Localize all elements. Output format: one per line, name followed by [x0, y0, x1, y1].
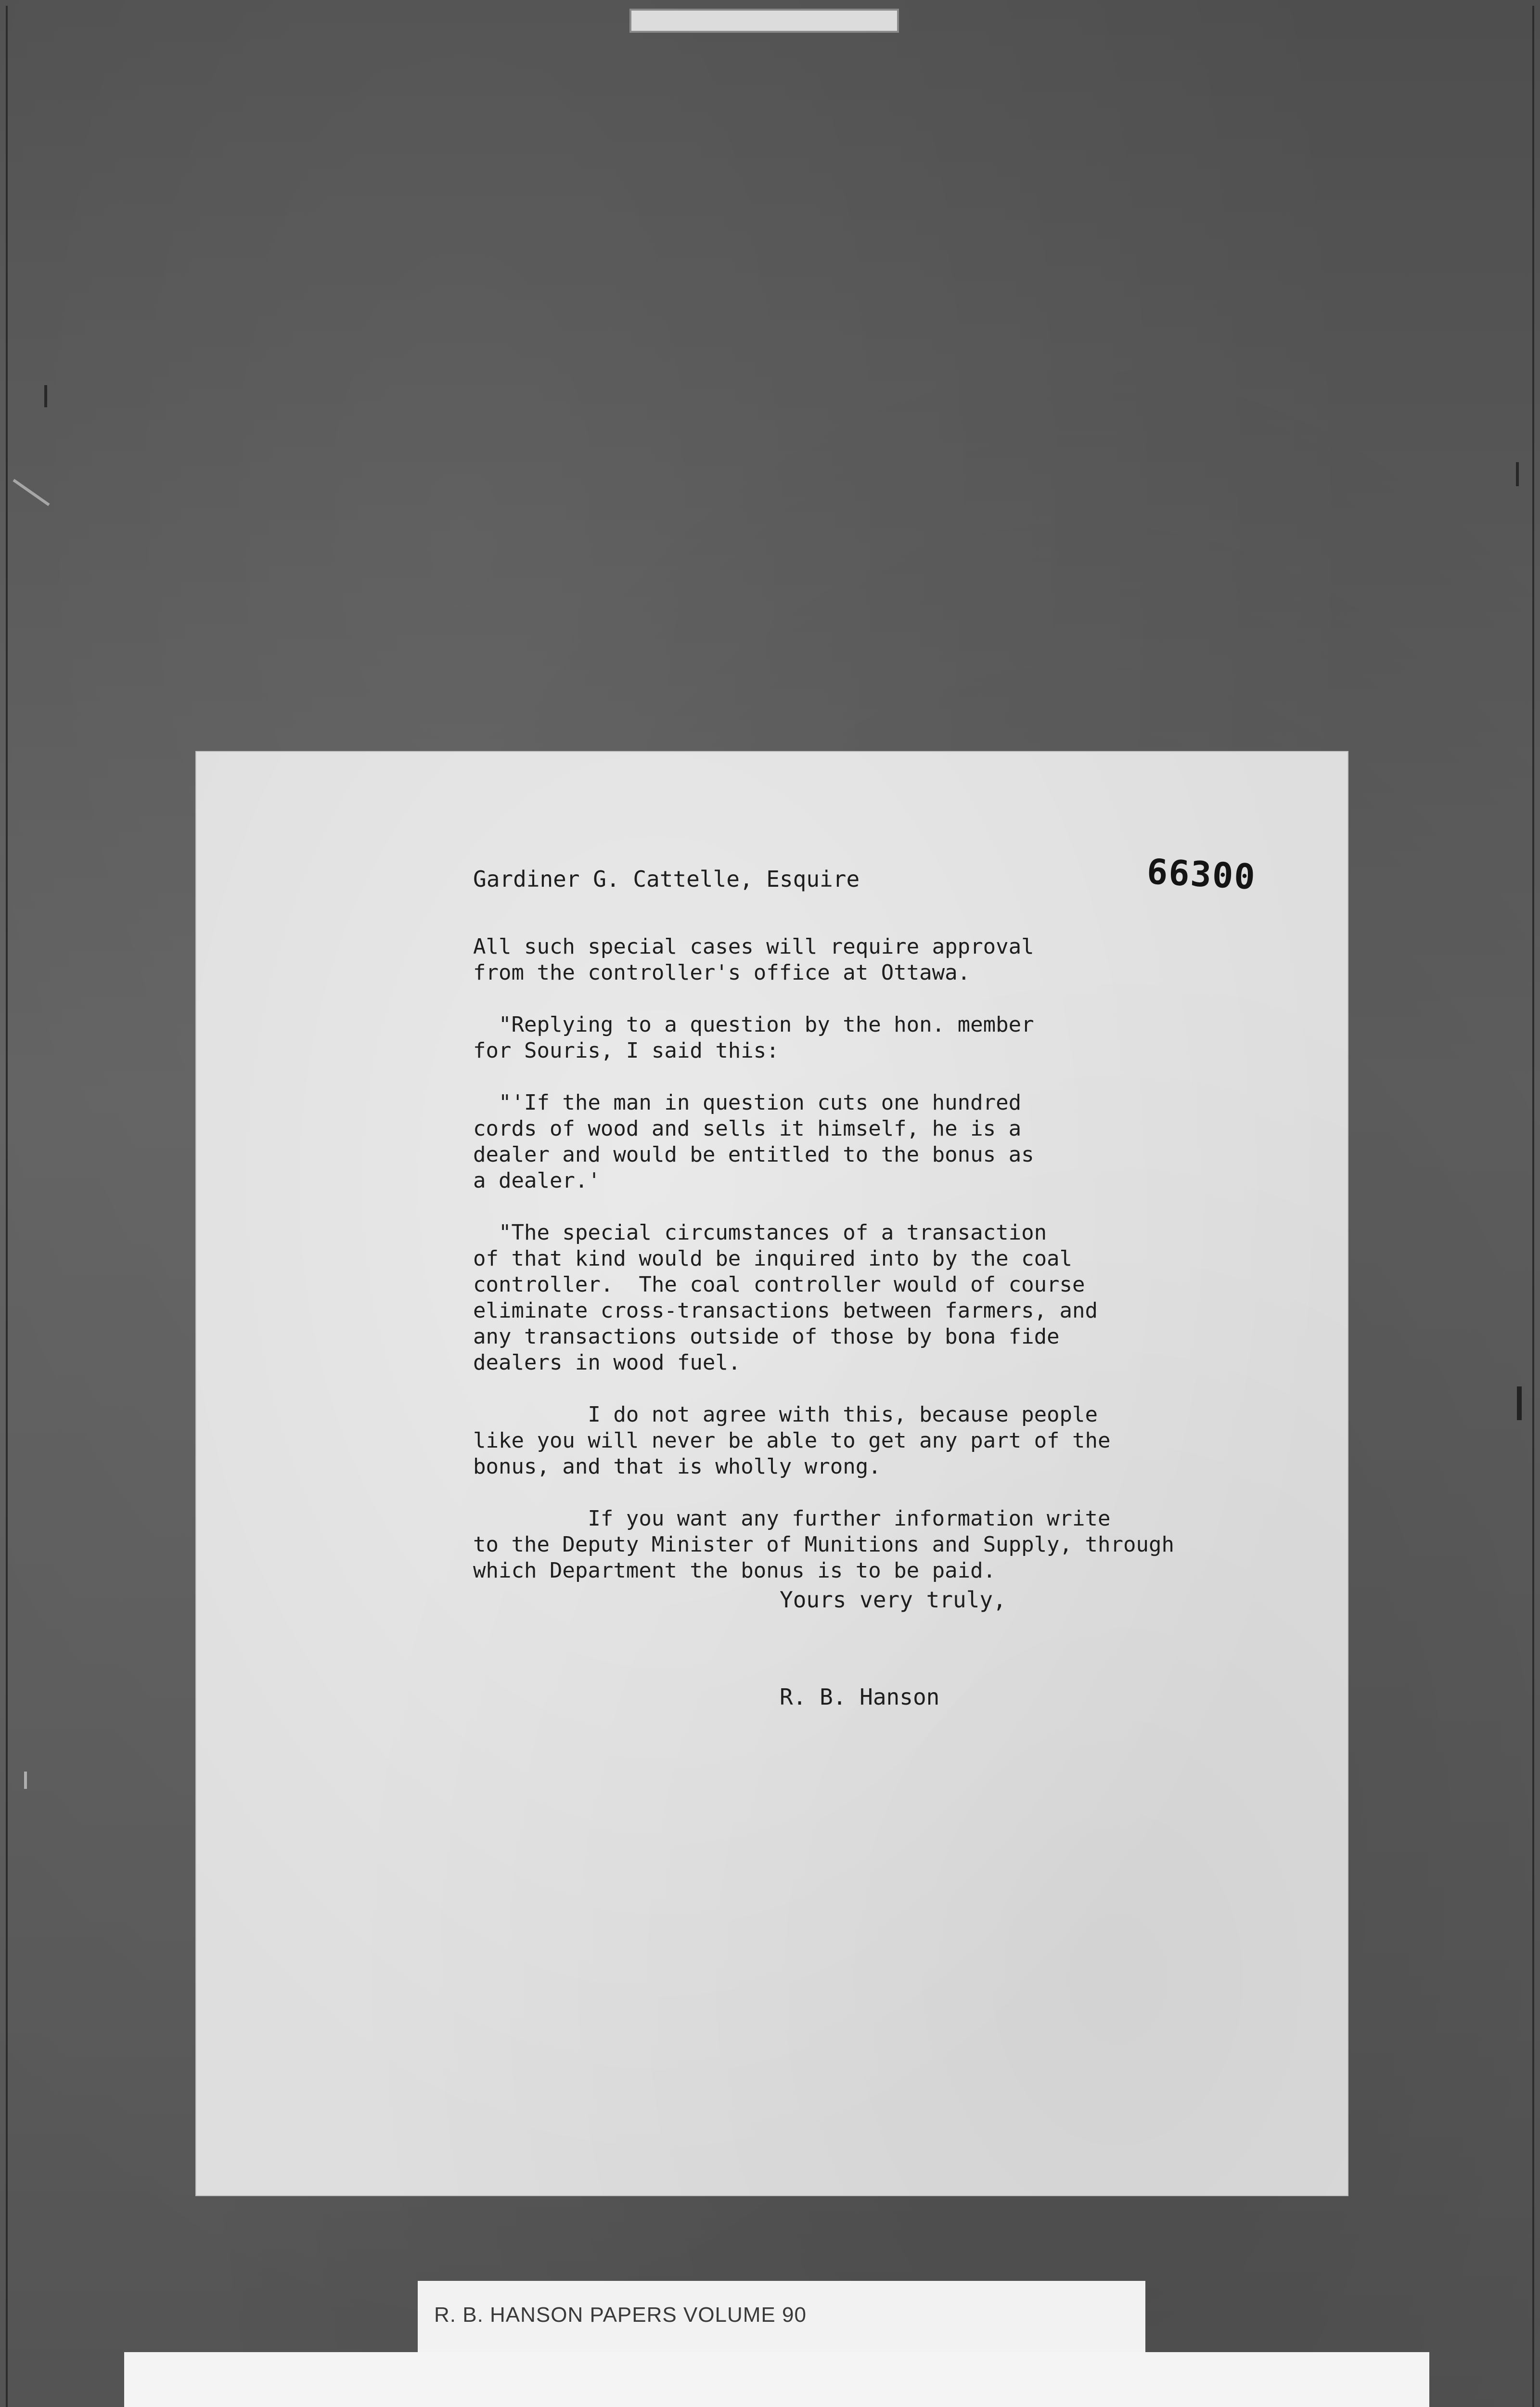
letter-paragraph — [473, 1220, 1320, 1376]
letter-signature: R. B. Hanson — [780, 1684, 940, 1710]
text-line: controller. The coal controller would of course — [473, 1272, 1085, 1297]
text-line: "'If the man in question cuts one hundred — [473, 1090, 1022, 1115]
letter-paragraph — [473, 1090, 1320, 1194]
text-line: any transactions outside of those by bona fide — [473, 1324, 1060, 1349]
text-line: to the Deputy Minister of Munitions and Supply, through — [473, 1532, 1174, 1557]
text-line: dealer and would be entitled to the bonus as — [473, 1142, 1034, 1167]
text-line: All such special cases will require approval — [473, 934, 1034, 959]
text-line: I do not agree with this, because people — [473, 1402, 1098, 1427]
text-line: "The special circumstances of a transaction — [473, 1220, 1047, 1245]
letter-closing: Yours very truly, — [780, 1587, 1006, 1613]
text-line: dealers in wood fuel. — [473, 1350, 741, 1375]
letter-page — [196, 752, 1348, 2195]
letter-paragraph — [473, 1506, 1320, 1584]
text-line: cords of wood and sells it himself, he is a — [473, 1116, 1022, 1141]
text-line: "Replying to a question by the hon. member — [473, 1012, 1034, 1037]
mount-tab — [629, 9, 899, 33]
file-number-stamp: 66300 — [1145, 851, 1257, 897]
text-line: for Souris, I said this: — [473, 1038, 779, 1063]
scratch-mark — [1517, 1386, 1522, 1420]
scratch-mark — [44, 385, 47, 407]
text-line: of that kind would be inquired into by the coal — [473, 1246, 1073, 1271]
letter-addressee: Gardiner G. Cattelle, Esquire — [473, 866, 860, 892]
letter-paragraph — [473, 1012, 1320, 1064]
text-line: bonus, and that is wholly wrong. — [473, 1454, 881, 1479]
letter-body — [473, 934, 1320, 1610]
archives-label — [124, 2352, 1429, 2407]
letter-paragraph — [473, 934, 1320, 986]
text-line: a dealer.' — [473, 1168, 601, 1193]
text-line: eliminate cross-transactions between farmers, and — [473, 1298, 1098, 1323]
text-line: If you want any further information write — [473, 1506, 1111, 1531]
text-line: which Department the bonus is to be paid. — [473, 1558, 996, 1583]
scratch-mark — [24, 1772, 27, 1789]
text-line: from the controller's office at Ottawa. — [473, 960, 971, 985]
scratch-mark — [1516, 462, 1519, 486]
volume-label: R. B. HANSON PAPERS VOLUME 90 — [418, 2281, 1145, 2354]
text-line: like you will never be able to get any part of the — [473, 1428, 1111, 1453]
letter-paragraph — [473, 1402, 1320, 1480]
